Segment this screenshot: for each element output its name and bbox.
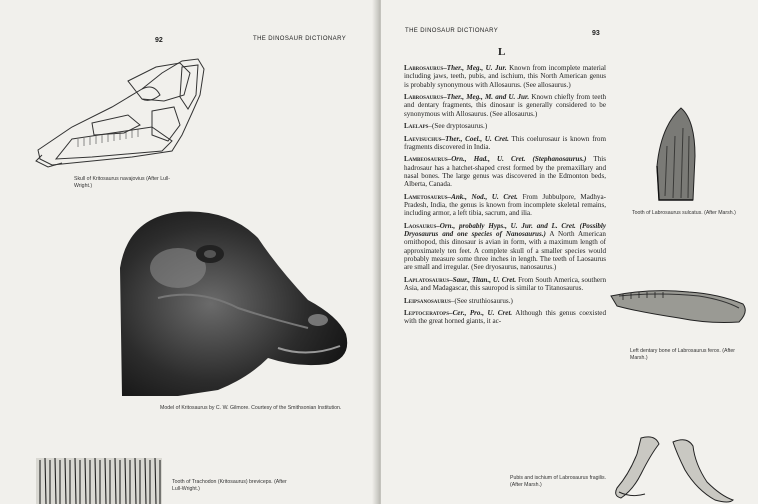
tooth-caption-left: Tooth of Trachodon (Kritosaurus) breviceps. (After Lull-Wright.) [172, 479, 287, 492]
entry: Lametosaurus–Ank., Nod., U. Cret. From Jubbulpore, Madhya-Pradesh, India, the genus is known from incomplete skeletal remains, including armor, a left tibia, sacrum, and ilia. [404, 192, 606, 218]
dentary-caption: Left dentary bone of Labrosaurus ferox. (After Marsh.) [630, 348, 735, 361]
model-caption: Model of Kritosaurus by C. W. Gilmore. Courtesy of the Smithsonian Institution. [160, 405, 342, 411]
entry: Laelaps–(See dryptosaurus.) [404, 122, 488, 131]
left-page [0, 0, 376, 504]
section-letter: L [498, 46, 506, 58]
skull-illustration [32, 55, 207, 173]
left-running-head: THE DINOSAUR DICTIONARY [253, 36, 347, 42]
entry: Laosaurus–Orn., probably Hyps., U. Jur. and L. Cret. (Possibly Dryosaurus and one species of Nanosaurus.) A North American ornithopod, this dinosaur is avian in form, with a maximum length of approximately ten feet. A complete skull of a smaller species would probably measure some three inches in length. The teeth of Laosaurus are small and irregular. (See dryosaurus, nanosaurus.) [404, 221, 606, 272]
entry: Labrosaurus–Ther., Meg., M. and U. Jur. Known chiefly from teeth and dentary fragments, this dinosaur is generally considered to be synonymous with Allosaurus. (See allosaurus.) [404, 93, 607, 118]
right-running-head: THE DINOSAUR DICTIONARY [405, 28, 499, 34]
entry: Leipsanosaurus–(See struthiosaurus.) [404, 296, 513, 305]
dictionary-entries [404, 64, 606, 330]
entry: Laplatosaurus–Saur., Titan., U. Cret. From South America, southern Asia, and Madagascar, this sauropod is similar to Titanosaurus. [404, 275, 606, 293]
labrosaurus-tooth-caption: Tooth of Labrosaurus sulcatus. (After Marsh.) [632, 210, 736, 216]
entry: Laevisuchus–Ther., Coel., U. Cret. This coelurosaur is known from fragments discovered in India. [404, 134, 606, 151]
skull-caption: Skull of Kritosaurus navajovius (After Lull-Wright.) [74, 176, 171, 189]
entry: Leptoceratops–Cer., Pro., U. Cret. Although this genus coexisted with the great horned giants, it ac- [404, 309, 606, 326]
entry: Lambeosaurus–Orn., Had., U. Cret. (Stephanosaurus.) This hadrosaur has a hatchet-shaped crest formed by the premaxillary and nasal bones. The large genus was discovered in the Edmonton beds, Alberta, Canada. [404, 155, 606, 189]
pubis-caption: Pubis and ischium of Labrosaurus fragilis. (After Marsh.) [510, 475, 607, 488]
dentary-bone-illustration [609, 282, 749, 330]
right-page [381, 0, 758, 504]
kritosaurus-model-photo [118, 208, 352, 398]
right-page-number: 93 [592, 30, 600, 37]
pubis-ischium-illustration [611, 434, 741, 504]
entry: Labrosaurus–Ther., Meg., U. Jur. Known from incomplete material including jaws, teeth, pubis, and ischium, this North American genus is probably synonymous with Allosaurus. (See allosaurus.) [404, 64, 606, 89]
dental-battery-illustration [36, 456, 164, 504]
labrosaurus-tooth-illustration [655, 106, 699, 202]
left-page-number: 92 [155, 37, 163, 44]
